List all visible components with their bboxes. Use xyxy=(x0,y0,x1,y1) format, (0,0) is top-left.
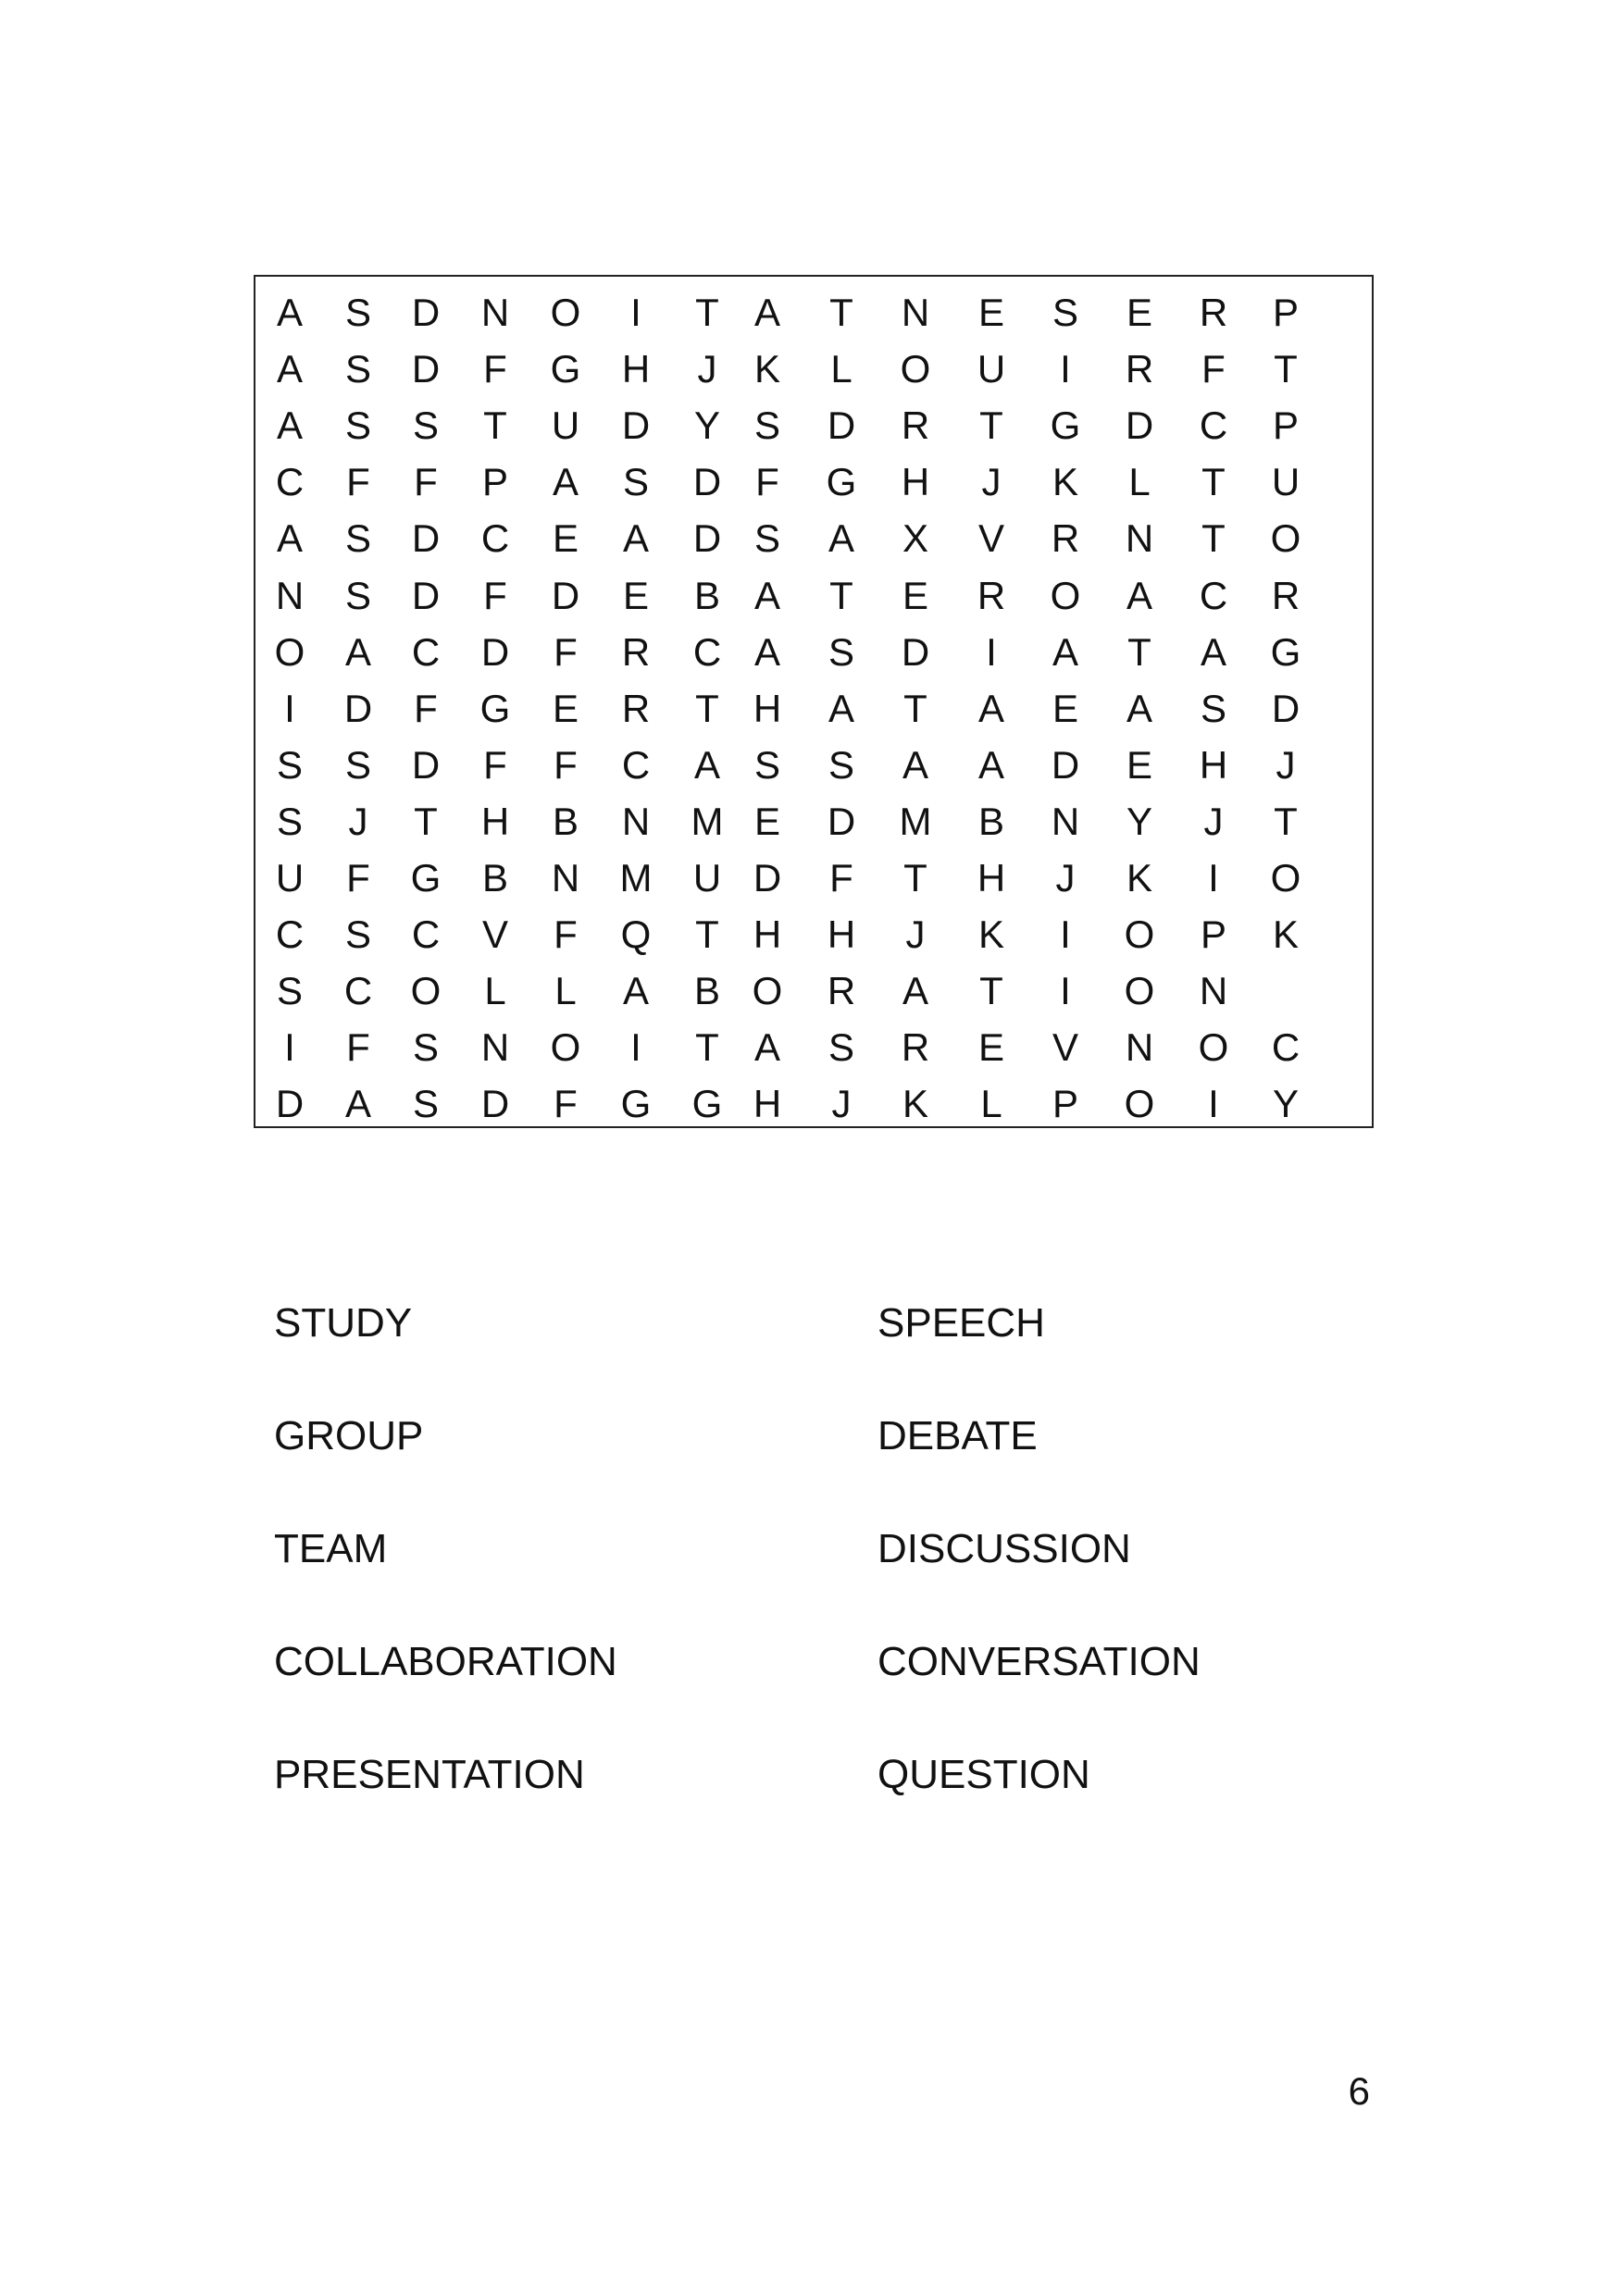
grid-letter: A xyxy=(902,742,928,787)
grid-letter: I xyxy=(986,629,997,674)
grid-letter: D xyxy=(827,403,856,448)
grid-letter: H xyxy=(480,799,510,843)
grid-letter: T xyxy=(695,291,719,334)
grid-letter: F xyxy=(829,856,853,900)
grid-letter: T xyxy=(1274,799,1298,843)
grid-letter: E xyxy=(552,516,579,561)
word-list-item: PRESENTATION xyxy=(274,1752,585,1797)
grid-letter: A xyxy=(622,969,649,1013)
grid-letter: S xyxy=(828,1025,854,1070)
grid-letter: I xyxy=(284,686,295,730)
grid-letter: A xyxy=(753,629,780,674)
grid-letter: A xyxy=(902,969,928,1013)
grid-letter: J xyxy=(831,1082,852,1126)
grid-letter: S xyxy=(276,799,303,843)
grid-letter: B xyxy=(552,799,579,843)
grid-letter: D xyxy=(692,460,722,504)
grid-letter: J xyxy=(1276,742,1296,787)
grid-letter: N xyxy=(275,573,305,617)
grid-letter: D xyxy=(343,686,373,730)
grid-letter: E xyxy=(622,573,649,617)
grid-letter: R xyxy=(1199,291,1228,334)
grid-letter: O xyxy=(550,291,581,334)
grid-letter: C xyxy=(275,912,305,957)
grid-letter: K xyxy=(1126,856,1152,900)
grid-letter: T xyxy=(1201,460,1226,504)
grid-letter: K xyxy=(977,912,1004,957)
grid-letter: E xyxy=(1052,686,1078,730)
grid-letter: H xyxy=(901,460,930,504)
grid-letter: J xyxy=(1055,856,1076,900)
grid-letter: D xyxy=(1125,403,1154,448)
grid-letter: L xyxy=(980,1082,1002,1126)
grid-letter: C xyxy=(343,969,373,1013)
grid-letter: P xyxy=(1200,912,1226,957)
grid-letter: I xyxy=(630,291,641,334)
grid-letter: S xyxy=(344,912,371,957)
grid-letter: A xyxy=(276,291,303,334)
grid-letter: S xyxy=(344,347,371,391)
grid-letter: I xyxy=(1208,1082,1219,1126)
word-list-item: COLLABORATION xyxy=(274,1639,617,1684)
grid-letter: K xyxy=(753,347,780,391)
grid-letter: C xyxy=(411,912,441,957)
grid-letter: F xyxy=(1201,347,1226,391)
grid-letter: D xyxy=(827,799,856,843)
grid-letter: D xyxy=(480,1082,510,1126)
grid-letter: X xyxy=(902,516,928,561)
grid-letter: O xyxy=(1124,912,1155,957)
grid-letter: C xyxy=(411,629,441,674)
grid-letter: F xyxy=(414,686,438,730)
grid-letter: S xyxy=(1052,291,1078,334)
grid-letter: A xyxy=(753,573,780,617)
grid-letter: A xyxy=(276,516,303,561)
grid-letter: A xyxy=(753,291,780,334)
grid-letter: R xyxy=(1051,516,1080,561)
word-list-item: TEAM xyxy=(274,1526,388,1571)
word-list-item: DEBATE xyxy=(877,1413,1038,1458)
grid-letter: V xyxy=(1052,1025,1078,1070)
grid-letter: D xyxy=(411,347,441,391)
grid-letter: A xyxy=(828,686,854,730)
grid-letter: S xyxy=(753,516,780,561)
grid-letter: A xyxy=(1200,629,1226,674)
grid-letter: P xyxy=(1272,403,1299,448)
grid-letter: Y xyxy=(693,403,720,448)
grid-letter: F xyxy=(346,856,370,900)
grid-letter: S xyxy=(828,742,854,787)
grid-letter: A xyxy=(693,742,720,787)
word-list-item: DISCUSSION xyxy=(877,1526,1131,1571)
grid-letter: I xyxy=(1060,347,1071,391)
grid-letter: G xyxy=(410,856,442,900)
grid-letter: I xyxy=(1208,856,1219,900)
grid-letter: T xyxy=(1274,347,1298,391)
grid-letter: F xyxy=(554,629,578,674)
page-number: 6 xyxy=(1348,2069,1370,2113)
grid-letter: R xyxy=(1271,573,1301,617)
grid-letter: K xyxy=(1272,912,1299,957)
grid-letter: H xyxy=(621,347,651,391)
grid-letter: L xyxy=(830,347,853,391)
grid-letter: T xyxy=(695,912,719,957)
grid-letter: O xyxy=(550,1025,581,1070)
grid-letter: A xyxy=(276,403,303,448)
grid-letter: N xyxy=(551,856,580,900)
grid-letter: U xyxy=(977,347,1006,391)
grid-letter: O xyxy=(1198,1025,1229,1070)
grid-letter: F xyxy=(346,460,370,504)
grid-letter: O xyxy=(1050,573,1081,617)
grid-letter: S xyxy=(412,1082,439,1126)
grid-letter: A xyxy=(344,1082,371,1126)
grid-letter: T xyxy=(1127,629,1151,674)
grid-letter: M xyxy=(619,856,653,900)
grid-letter: Y xyxy=(1126,799,1152,843)
word-list-item: STUDY xyxy=(274,1300,413,1346)
grid-letter: E xyxy=(552,686,579,730)
grid-letter: N xyxy=(480,291,510,334)
grid-letter: U xyxy=(692,856,722,900)
grid-letter: N xyxy=(1199,969,1228,1013)
grid-letter: G xyxy=(691,1082,723,1126)
grid-letter: V xyxy=(977,516,1004,561)
grid-letter: D xyxy=(411,742,441,787)
grid-letter: S xyxy=(412,1025,439,1070)
grid-letter: C xyxy=(1199,573,1228,617)
grid-letter: A xyxy=(552,460,579,504)
grid-letter: D xyxy=(1271,686,1301,730)
grid-letter: T xyxy=(695,1025,719,1070)
grid-letter: G xyxy=(1050,403,1081,448)
grid-letter: P xyxy=(481,460,508,504)
grid-letter: S xyxy=(753,403,780,448)
grid-letter: T xyxy=(1201,516,1226,561)
grid-letter: E xyxy=(902,573,928,617)
grid-letter: D xyxy=(621,403,651,448)
grid-letter: U xyxy=(551,403,580,448)
grid-letter: C xyxy=(621,742,651,787)
grid-letter: T xyxy=(829,291,853,334)
grid-letter: K xyxy=(1052,460,1078,504)
grid-letter: B xyxy=(481,856,508,900)
grid-letter: O xyxy=(1124,969,1155,1013)
grid-letter: E xyxy=(1126,291,1152,334)
grid-letter: I xyxy=(284,1025,295,1070)
grid-letter: S xyxy=(622,460,649,504)
grid-letter: O xyxy=(410,969,442,1013)
grid-letter: O xyxy=(1270,516,1301,561)
grid-letter: A xyxy=(977,686,1004,730)
grid-letter: R xyxy=(621,629,651,674)
grid-letter: U xyxy=(275,856,305,900)
grid-letter: A xyxy=(753,1025,780,1070)
grid-letter: U xyxy=(1271,460,1301,504)
grid-letter: O xyxy=(900,347,931,391)
grid-letter: A xyxy=(828,516,854,561)
grid-letter: N xyxy=(480,1025,510,1070)
grid-letter: G xyxy=(826,460,857,504)
grid-letter: J xyxy=(348,799,368,843)
grid-letter: B xyxy=(693,969,720,1013)
grid-letter: J xyxy=(697,347,717,391)
grid-letter: H xyxy=(1199,742,1228,787)
grid-letter: T xyxy=(483,403,507,448)
grid-letter: I xyxy=(1060,912,1071,957)
grid-letter: D xyxy=(411,573,441,617)
grid-letter: R xyxy=(1125,347,1154,391)
grid-letter: A xyxy=(1052,629,1078,674)
grid-letter: E xyxy=(1126,742,1152,787)
word-list-item: CONVERSATION xyxy=(877,1639,1201,1684)
grid-letter: M xyxy=(899,799,932,843)
grid-letter: S xyxy=(828,629,854,674)
grid-letter: G xyxy=(550,347,581,391)
grid-letter: D xyxy=(411,516,441,561)
grid-letter: S xyxy=(276,742,303,787)
grid-letter: H xyxy=(827,912,856,957)
grid-letter: R xyxy=(901,1025,930,1070)
grid-letter: R xyxy=(827,969,856,1013)
grid-letter: S xyxy=(1200,686,1226,730)
grid-letter: M xyxy=(691,799,724,843)
grid-letter: I xyxy=(630,1025,641,1070)
grid-letter: F xyxy=(554,742,578,787)
grid-letter: A xyxy=(977,742,1004,787)
grid-letter: T xyxy=(979,969,1003,1013)
grid-letter: F xyxy=(414,460,438,504)
grid-letter: F xyxy=(554,1082,578,1126)
grid-letter: F xyxy=(483,742,507,787)
grid-letter: D xyxy=(901,629,930,674)
grid-letter: T xyxy=(829,573,853,617)
grid-letter: O xyxy=(1270,856,1301,900)
grid-letter: C xyxy=(1271,1025,1301,1070)
grid-letter: Y xyxy=(1272,1082,1299,1126)
grid-letter: N xyxy=(1125,1025,1154,1070)
grid-letter: A xyxy=(622,516,649,561)
grid-letter: S xyxy=(344,742,371,787)
grid-letter: T xyxy=(414,799,438,843)
grid-letter: D xyxy=(1051,742,1080,787)
grid-letter: A xyxy=(276,347,303,391)
grid-letter: S xyxy=(344,516,371,561)
grid-letter: S xyxy=(276,969,303,1013)
grid-letter: S xyxy=(344,291,371,334)
grid-letter: S xyxy=(412,403,439,448)
grid-letter: E xyxy=(753,799,780,843)
grid-letter: H xyxy=(753,912,782,957)
grid-letter: A xyxy=(344,629,371,674)
grid-letter: B xyxy=(977,799,1004,843)
grid-letter: P xyxy=(1272,291,1299,334)
grid-letter: T xyxy=(903,686,927,730)
word-list-item: SPEECH xyxy=(877,1300,1045,1346)
grid-letter: F xyxy=(554,912,578,957)
grid-letter: D xyxy=(411,291,441,334)
grid-letter: A xyxy=(1126,573,1152,617)
grid-letter: H xyxy=(753,1082,782,1126)
grid-letter: C xyxy=(692,629,722,674)
grid-letter: I xyxy=(1060,969,1071,1013)
grid-letter: N xyxy=(901,291,930,334)
grid-letter: T xyxy=(903,856,927,900)
grid-letter: S xyxy=(344,573,371,617)
grid-letter: S xyxy=(344,403,371,448)
grid-letter: F xyxy=(755,460,779,504)
grid-letter: G xyxy=(1270,629,1301,674)
grid-letter: D xyxy=(480,629,510,674)
grid-letter: R xyxy=(977,573,1006,617)
grid-letter: S xyxy=(753,742,780,787)
grid-letter: D xyxy=(275,1082,305,1126)
grid-letter: N xyxy=(621,799,651,843)
grid-letter: P xyxy=(1052,1082,1078,1126)
grid-letter: R xyxy=(621,686,651,730)
grid-letter: O xyxy=(752,969,783,1013)
grid-letter: J xyxy=(1203,799,1224,843)
grid-letter: C xyxy=(275,460,305,504)
grid-letter: H xyxy=(977,856,1006,900)
grid-letter: J xyxy=(905,912,926,957)
grid-letter: O xyxy=(1124,1082,1155,1126)
grid-letter: B xyxy=(693,573,720,617)
word-list-item: GROUP xyxy=(274,1413,424,1458)
grid-letter: T xyxy=(695,686,719,730)
grid-letter: F xyxy=(346,1025,370,1070)
grid-letter: V xyxy=(481,912,508,957)
grid-letter: J xyxy=(981,460,1002,504)
grid-letter: L xyxy=(484,969,506,1013)
grid-letter: H xyxy=(753,686,782,730)
grid-letter: N xyxy=(1051,799,1080,843)
grid-letter: L xyxy=(1128,460,1151,504)
grid-letter: F xyxy=(483,573,507,617)
grid-letter: E xyxy=(977,291,1004,334)
grid-letter: C xyxy=(480,516,510,561)
grid-letter: D xyxy=(692,516,722,561)
grid-letter: D xyxy=(551,573,580,617)
word-list-item: QUESTION xyxy=(877,1752,1090,1797)
grid-letter: T xyxy=(979,403,1003,448)
grid-letter: D xyxy=(753,856,782,900)
grid-letter: O xyxy=(274,629,305,674)
grid-letter: G xyxy=(479,686,511,730)
grid-letter: F xyxy=(483,347,507,391)
grid-letter: Q xyxy=(620,912,652,957)
grid-letter: R xyxy=(901,403,930,448)
grid-letter: K xyxy=(902,1082,928,1126)
grid-letter: N xyxy=(1125,516,1154,561)
grid-letter: G xyxy=(620,1082,652,1126)
grid-letter: C xyxy=(1199,403,1228,448)
grid-letter: E xyxy=(977,1025,1004,1070)
grid-letter: A xyxy=(1126,686,1152,730)
grid-letter: L xyxy=(554,969,577,1013)
